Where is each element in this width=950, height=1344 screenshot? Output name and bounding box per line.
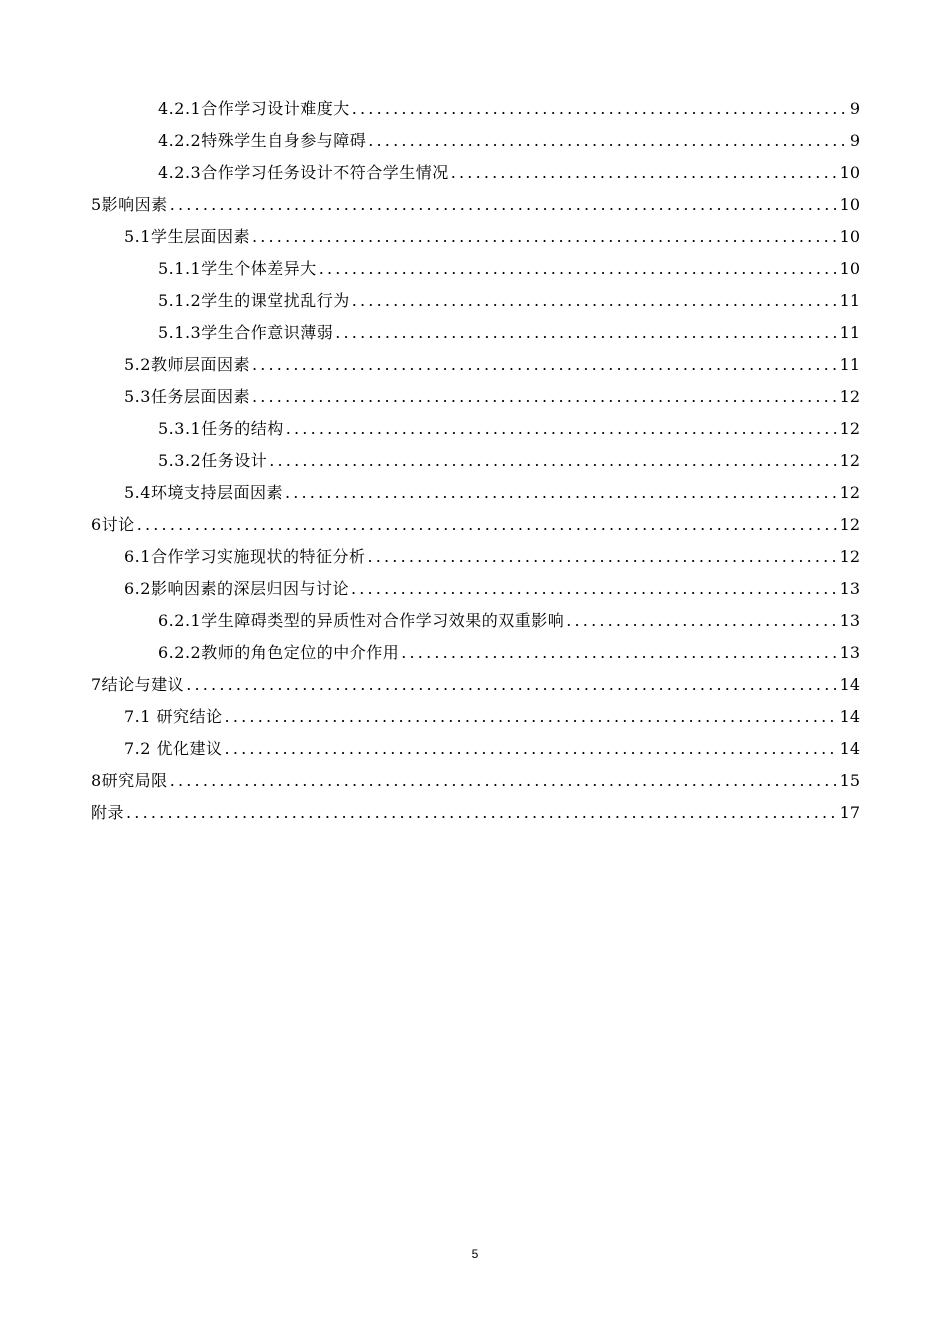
toc-dot-leader [225,701,838,733]
toc-entry-page: 11 [839,291,860,310]
toc-entry-title: 4.2.3合作学习任务设计不符合学生情况 [158,163,449,182]
toc-entry-page: 12 [839,387,860,406]
toc-entry[interactable] [91,797,860,829]
toc-entry-page: 11 [839,323,860,342]
toc-entry-title: 5.1.2学生的课堂扰乱行为 [158,291,350,310]
toc-dot-leader [252,381,838,413]
toc-entry[interactable] [91,285,860,317]
toc-entry-page: 14 [839,739,860,758]
toc-entry-title: 5.3任务层面因素 [124,387,250,406]
toc-entry-title: 4.2.1合作学习设计难度大 [158,99,350,118]
toc-dot-leader [351,573,838,605]
toc-dot-leader [285,477,838,509]
toc-entry-title: 5.3.2任务设计 [158,451,268,470]
toc-dot-leader [225,733,838,765]
toc-entry-page: 12 [839,483,860,502]
toc-entry-title: 7结论与建议 [91,675,185,694]
toc-dot-leader [566,605,837,637]
toc-entry-title: 5.1学生层面因素 [124,227,250,246]
toc-entry-title: 6.2.1学生障碍类型的异质性对合作学习效果的双重影响 [158,611,565,630]
toc-entry-page: 14 [839,707,860,726]
toc-entry-page: 10 [839,195,860,214]
toc-entry[interactable] [91,541,860,573]
toc-entry[interactable] [91,669,860,701]
toc-entry[interactable] [91,413,860,445]
toc-entry[interactable] [91,637,860,669]
toc-dot-leader [352,93,848,125]
toc-entry[interactable] [91,445,860,477]
toc-dot-leader [252,349,838,381]
toc-dot-leader [186,669,837,701]
toc-entry-page: 17 [839,803,860,822]
toc-entry[interactable] [91,253,860,285]
toc-entry-page: 12 [839,547,860,566]
toc-entry-page: 12 [839,419,860,438]
toc-entry-title: 4.2.2特殊学生自身参与障碍 [158,131,367,150]
toc-entry-page: 12 [839,515,860,534]
toc-dot-leader [368,125,848,157]
toc-dot-leader [319,253,838,285]
toc-entry-page: 15 [839,771,860,790]
toc-dot-leader [170,189,838,221]
toc-entry[interactable] [91,733,860,765]
toc-entry[interactable] [91,317,860,349]
toc-dot-leader [269,445,837,477]
toc-entry-page: 13 [839,611,860,630]
toc-entry-title: 6.2影响因素的深层归因与讨论 [124,579,349,598]
toc-entry[interactable] [91,765,860,797]
toc-dot-leader [401,637,837,669]
toc-entry[interactable] [91,157,860,189]
toc-entry-page: 11 [839,355,860,374]
toc-entry-page: 12 [839,451,860,470]
toc-entry-page: 10 [839,227,860,246]
toc-entry-page: 13 [839,579,860,598]
toc-entry[interactable] [91,93,860,125]
toc-entry-title: 6.2.2教师的角色定位的中介作用 [158,643,400,662]
table-of-contents [91,93,860,829]
page-number: 5 [471,1247,479,1261]
toc-entry-title: 附录 [91,803,125,822]
toc-entry[interactable] [91,189,860,221]
toc-entry-page: 13 [839,643,860,662]
toc-entry[interactable] [91,381,860,413]
toc-entry[interactable] [91,605,860,637]
toc-entry-title: 5.2教师层面因素 [124,355,250,374]
toc-entry[interactable] [91,125,860,157]
toc-entry-page: 9 [849,99,860,118]
toc-entry-title: 5.1.1学生个体差异大 [158,259,317,278]
toc-dot-leader [252,221,838,253]
toc-entry-title: 8研究局限 [91,771,168,790]
toc-dot-leader [352,285,838,317]
toc-entry[interactable] [91,701,860,733]
toc-dot-leader [286,413,838,445]
toc-dot-leader [335,317,837,349]
toc-entry-title: 5.4环境支持层面因素 [124,483,283,502]
toc-entry-title: 5影响因素 [91,195,168,214]
toc-dot-leader [137,509,838,541]
toc-entry-title: 6讨论 [91,515,135,534]
toc-dot-leader [451,157,838,189]
toc-dot-leader [126,797,838,829]
toc-entry-page: 10 [839,259,860,278]
toc-entry[interactable] [91,573,860,605]
toc-entry[interactable] [91,477,860,509]
toc-entry-title: 5.1.3学生合作意识薄弱 [158,323,334,342]
toc-entry-title: 7.1 研究结论 [124,707,223,726]
toc-dot-leader [170,765,838,797]
toc-entry-page: 10 [839,163,860,182]
toc-entry-title: 5.3.1任务的结构 [158,419,284,438]
toc-entry-title: 7.2 优化建议 [124,739,223,758]
toc-entry[interactable] [91,349,860,381]
toc-entry-page: 14 [839,675,860,694]
toc-entry-title: 6.1合作学习实施现状的特征分析 [124,547,366,566]
toc-dot-leader [367,541,837,573]
toc-entry[interactable] [91,221,860,253]
toc-entry[interactable] [91,509,860,541]
toc-entry-page: 9 [849,131,860,150]
